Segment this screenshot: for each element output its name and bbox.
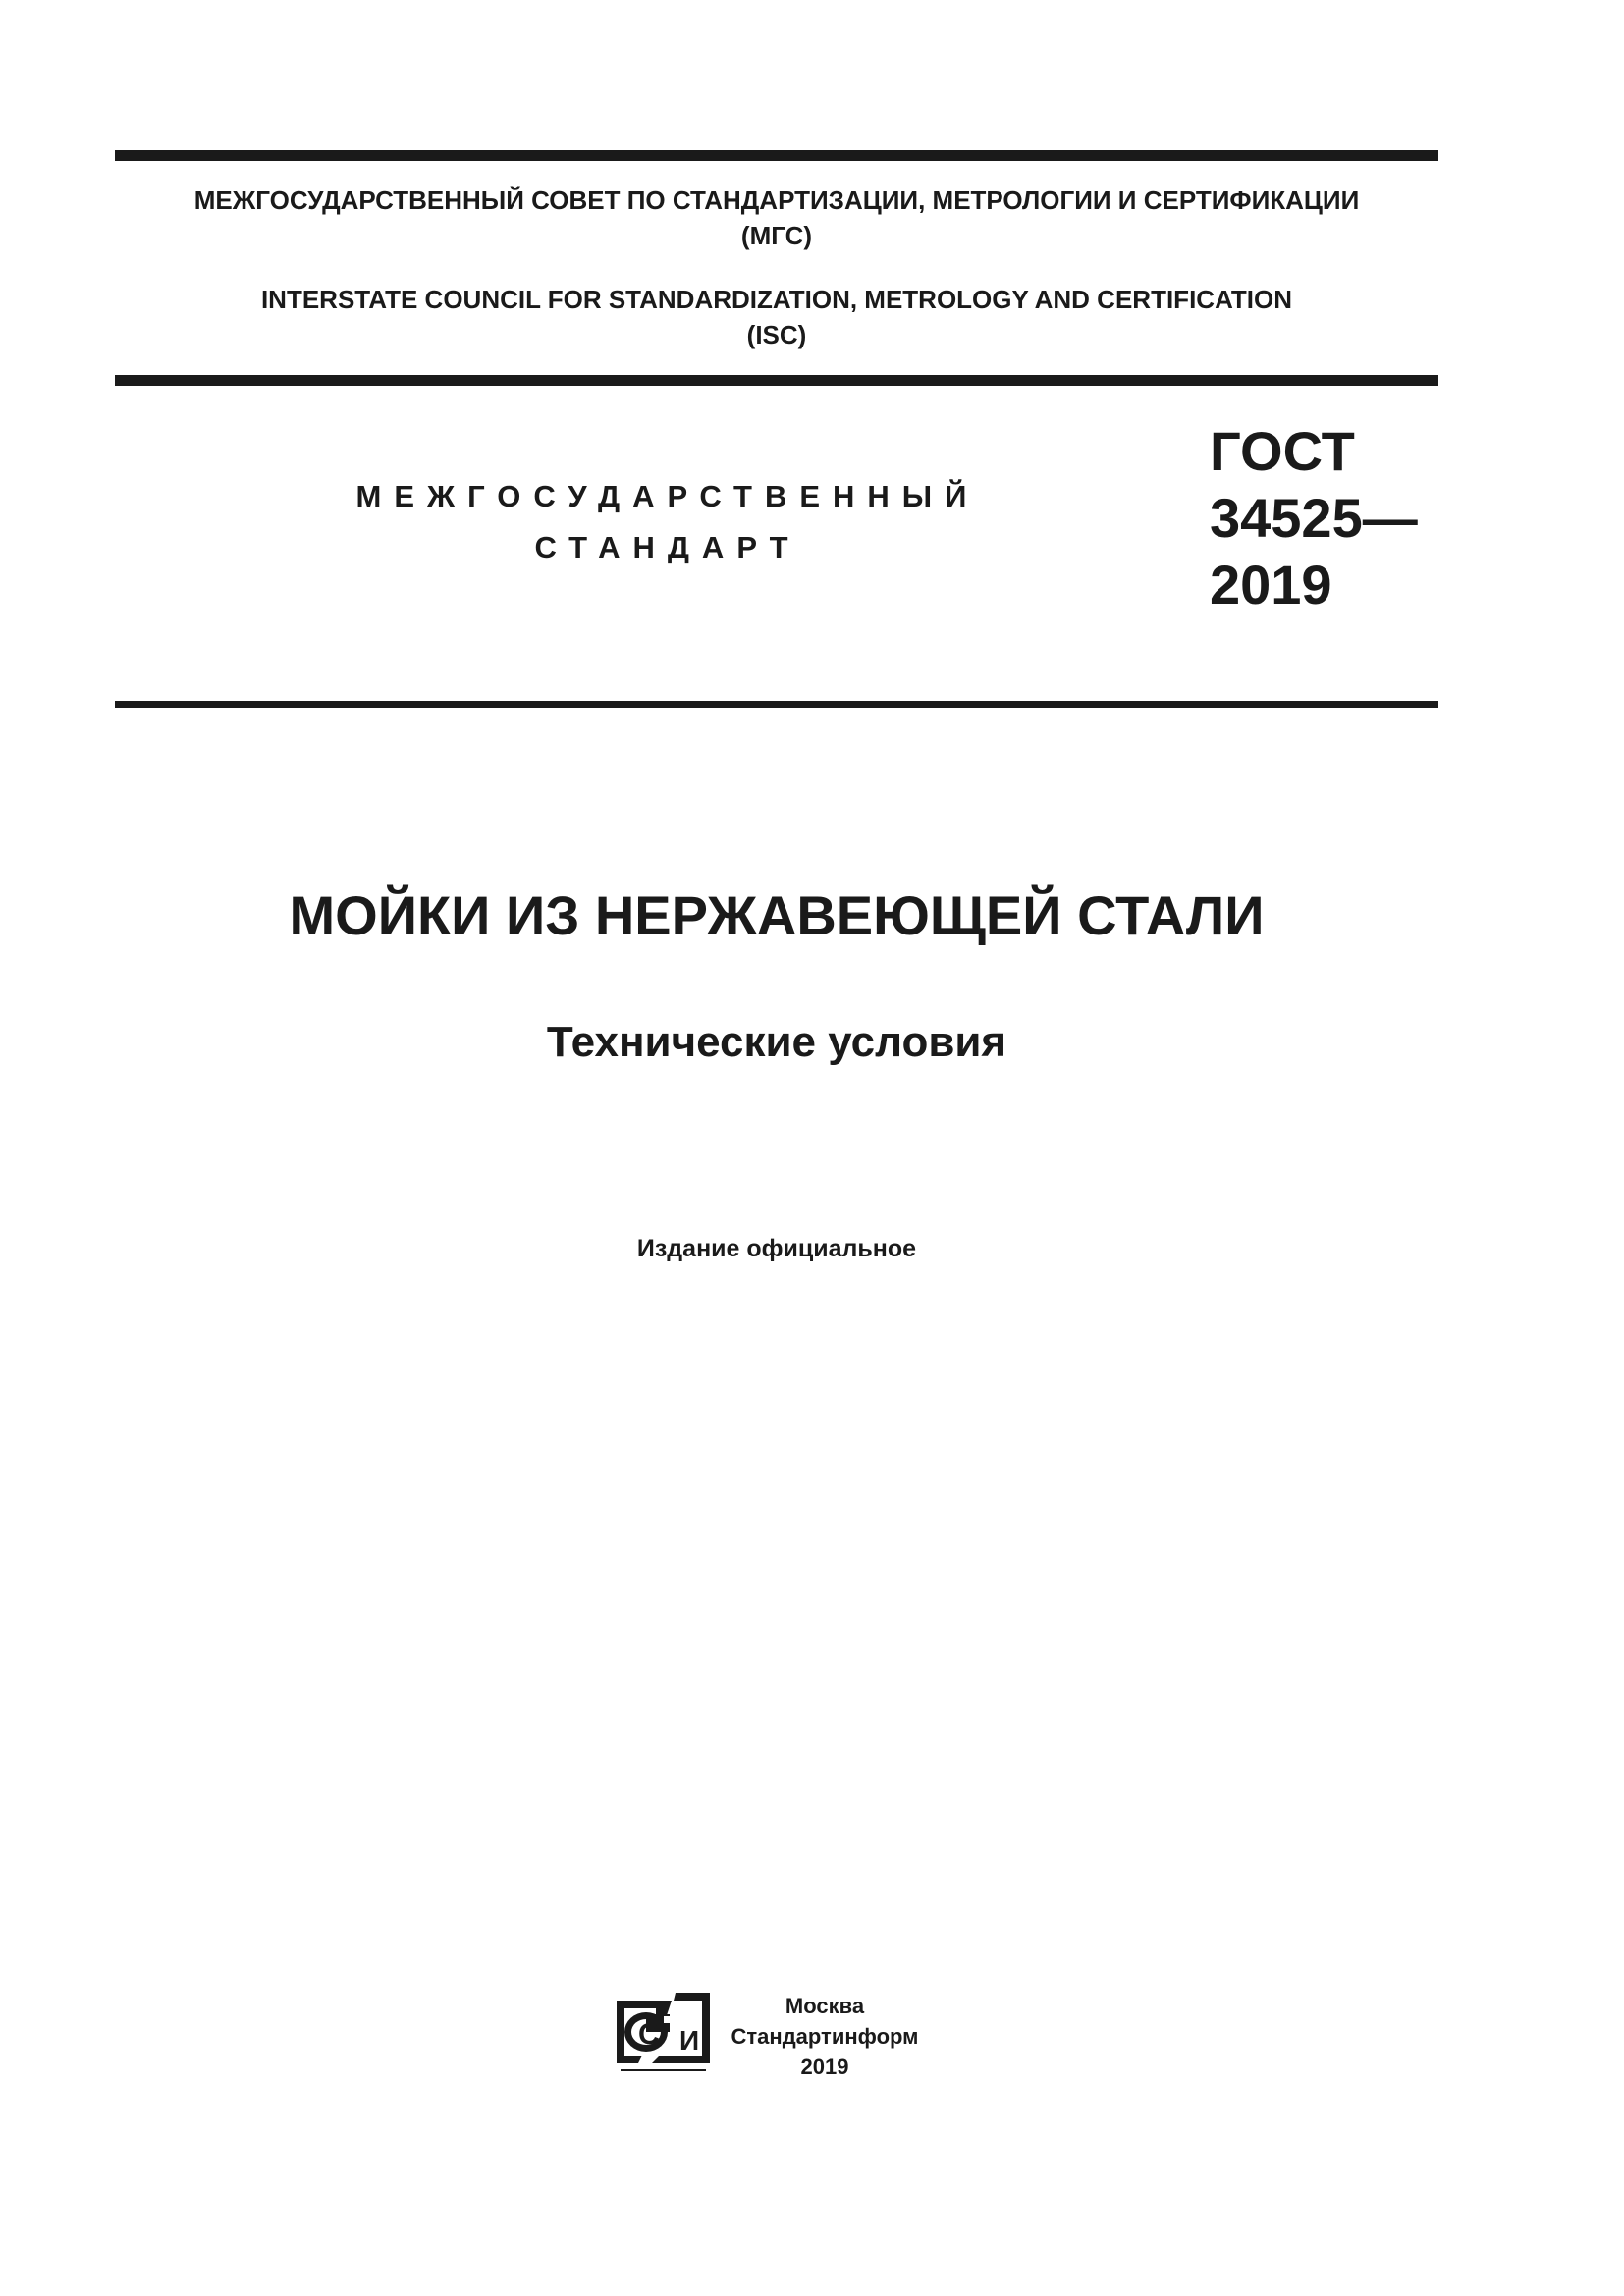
document-title: МОЙКИ ИЗ НЕРЖАВЕЮЩЕЙ СТАЛИ — [289, 884, 1265, 946]
gost-designation — [1210, 418, 1418, 618]
council-name-en — [115, 282, 1438, 352]
council-abbr-ru: (МГС) — [740, 221, 813, 250]
top-rule — [115, 150, 1438, 161]
document-subtitle: Технические условия — [546, 1018, 1007, 1066]
standartinform-logo-icon — [617, 1993, 710, 2071]
lower-rule — [115, 701, 1438, 708]
council-name-ru-line1: МЕЖГОСУДАРСТВЕННЫЙ СОВЕТ ПО СТАНДАРТИЗАЦИИ, МЕТРОЛОГИИ И СЕРТИФИКАЦИИ — [193, 186, 1360, 215]
publisher-city: Москва — [785, 1994, 865, 2018]
publisher-name: Стандартинформ — [731, 2024, 919, 2049]
council-name-en-line1: INTERSTATE COUNCIL FOR STANDARDIZATION, METROLOGY AND CERTIFICATION — [260, 285, 1293, 314]
standard-kind-line2: СТАНДАРТ — [534, 530, 801, 564]
council-abbr-en: (ISC) — [746, 320, 807, 349]
gost-year: 2019 — [1210, 554, 1332, 615]
council-name-ru — [115, 183, 1438, 253]
publisher-imprint — [717, 1991, 933, 2082]
gost-label: ГОСТ — [1210, 420, 1355, 482]
standard-kind-line1: МЕЖГОСУДАРСТВЕННЫЙ — [355, 479, 980, 513]
standard-kind — [295, 471, 1041, 573]
edition-note: Издание официальное — [636, 1235, 917, 1262]
svg-text:И: И — [679, 2025, 700, 2056]
middle-rule — [115, 375, 1438, 386]
publisher-year: 2019 — [800, 2055, 849, 2079]
gost-number: 34525— — [1210, 487, 1418, 549]
svg-text:С: С — [638, 2018, 660, 2051]
